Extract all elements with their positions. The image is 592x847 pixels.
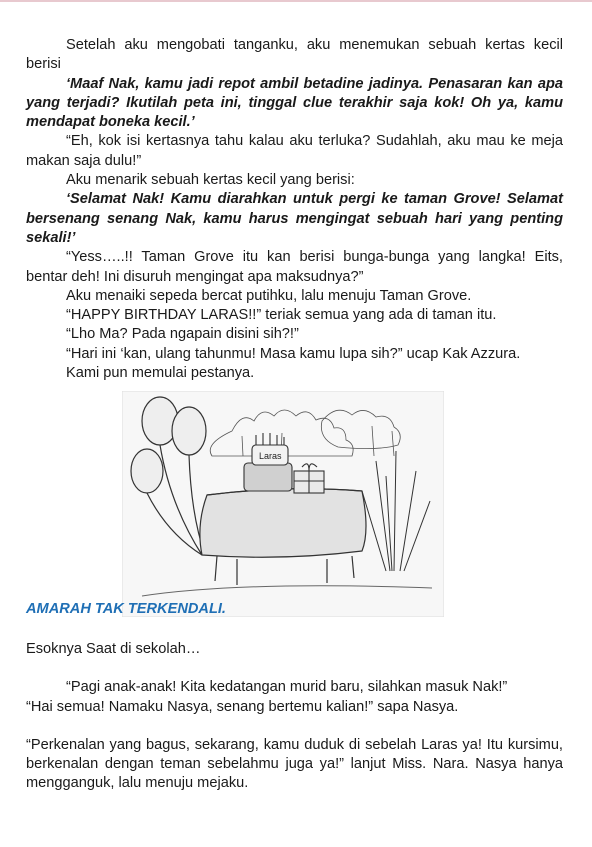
page-top-border: [0, 0, 592, 2]
paragraph: “Hari ini ‘kan, ulang tahunmu! Masa kamu lupa sih?” ucap Kak Azzura.: [66, 345, 521, 362]
paragraph: Setelah aku mengobati tanganku, aku menemukan sebuah kertas kecil berisi: [26, 37, 563, 73]
paragraph: Esoknya Saat di sekolah…: [26, 641, 201, 657]
birthday-party-illustration: [122, 391, 444, 617]
paragraph: “Hai semua! Namaku Nasya, senang bertemu kalian!” sapa Nasya.: [26, 698, 459, 715]
story-text-top: [26, 36, 563, 383]
paragraph: Aku menarik sebuah kertas kecil yang berisi:: [66, 172, 355, 189]
paragraph: “Perkenalan yang bagus, sekarang, kamu duduk di sebelah Laras ya! Itu kursimu, berkenalan dengan teman sebelahmu juga ya!” lanjut Miss. Nara. Nasya hanya mengganguk, lalu menuju mejaku.: [26, 736, 563, 792]
paragraph: “HAPPY BIRTHDAY LARAS!!” teriak semua yang ada di taman itu.: [66, 307, 497, 324]
note-paragraph: ‘Selamat Nak! Kamu diarahkan untuk pergi ke taman Grove! Selamat bersenang senang Nak, kamu harus mengingat sebuah hari yang penting sekali!’: [26, 191, 563, 246]
cake-label: Laras: [259, 451, 282, 461]
note-paragraph: ‘Maaf Nak, kamu jadi repot ambil betadine jadinya. Penasaran kan apa yang terjadi? Ikutilah peta ini, tinggal clue terakhir saja kok! Oh ya, kamu mendapat boneka kecil.’: [26, 75, 563, 131]
chapter-heading: AMARAH TAK TERKENDALI.: [26, 601, 226, 617]
paragraph: “Yess…..!! Taman Grove itu kan berisi bunga-bunga yang langka! Eits, bentar deh! Ini disuruh mengingat apa maksudnya?”: [26, 249, 563, 285]
story-text-bottom: [26, 640, 563, 794]
paragraph: “Eh, kok isi kertasnya tahu kalau aku terluka? Sudahlah, aku mau ke meja makan saja dulu!”: [26, 133, 563, 169]
paragraph: Kami pun memulai pestanya.: [66, 365, 255, 382]
paragraph: “Pagi anak-anak! Kita kedatangan murid baru, silahkan masuk Nak!”: [66, 679, 508, 696]
paragraph: Aku menaiki sepeda bercat putihku, lalu menuju Taman Grove.: [66, 287, 472, 304]
paragraph: “Lho Ma? Pada ngapain disini sih?!”: [66, 326, 299, 343]
